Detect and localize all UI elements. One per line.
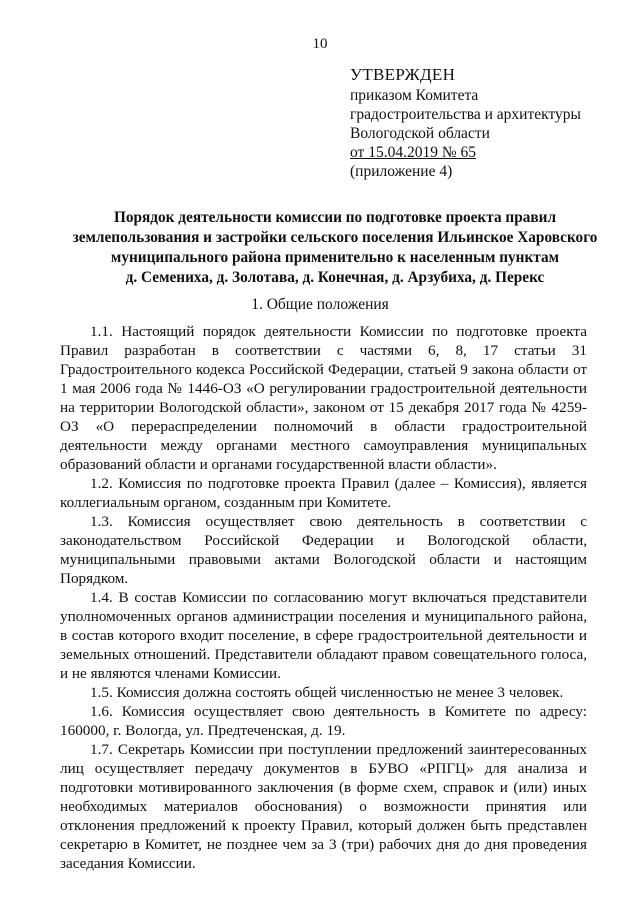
approval-date: от 15.04.2019 № 65 bbox=[350, 144, 476, 161]
page-number: 10 bbox=[312, 36, 328, 52]
paragraph-1-6: 1.6. Комиссия осуществляет свою деятельность в Комитете по адресу: 160000, г. Вологда, ул. Предтеченская, д. 19. bbox=[60, 703, 587, 739]
section-heading: 1. Общие положения bbox=[251, 296, 389, 313]
paragraph-1-1: 1.1. Настоящий порядок деятельности Комиссии по подготовке проекта Правил разработан в соответствии с частями 6, 8, 17 статьи 31 Градостроительного кодекса Российской Федерации, статьей 9 закона области от 1 мая 2006 года № 1446-ОЗ «О регулировании градостроительной деятельности на территории Вологодской области», законом от 15 декабря 2017 года № 4259-ОЗ «О перераспределении полномочий в области градостроительной деятельности между органами местного самоуправления муниципальных образований области и органами государственной власти области». bbox=[60, 323, 587, 473]
approval-line-order: приказом Комитета bbox=[350, 87, 479, 104]
paragraph-1-5: 1.5. Комиссия должна состоять общей численностью не менее 3 человек. bbox=[90, 684, 564, 701]
approval-line-committee: градостроительства и архитектуры bbox=[350, 106, 581, 123]
paragraph-1-4: 1.4. В состав Комиссии по согласованию могут включаться представители уполномоченных органов администрации поселения и муниципального района, в состав которого входит поселение, в сфере градостроительной деятельности и земельных отношений. Представители обладают правом совещательного голоса, и не являются членами Комиссии. bbox=[60, 589, 587, 682]
title-line: Порядок деятельности комиссии по подготовке проекта правил bbox=[113, 209, 557, 226]
paragraph-1-3: 1.3. Комиссия осуществляет свою деятельность в соответствии с законодательством Российской Федерации и Вологодской области, муниципальными правовыми актами Вологодской области и настоящим Порядком. bbox=[60, 513, 587, 587]
paragraph-1-2: 1.2. Комиссия по подготовке проекта Правил (далее – Комиссия), является коллегиальным органом, созданным при Комитете. bbox=[60, 475, 587, 511]
document-title bbox=[50, 208, 620, 288]
paragraph-1-7: 1.7. Секретарь Комиссии при поступлении предложений заинтересованных лиц осуществляет передачу документов в БУВО «РПГЦ» для анализа и подготовки мотивированного заключения (в форме схем, справок и (или) иных необходимых материалов обоснования) о возможности принятия или отклонения предложений к проекту Правил, который должен быть представлен секретарю в Комитет, не позднее чем за 3 (три) рабочих дня до дня проведения заседания Комиссии. bbox=[60, 741, 587, 872]
approval-title: УТВЕРЖДЕН bbox=[350, 65, 456, 84]
title-line: муниципального района применительно к населенным пунктам bbox=[110, 249, 560, 266]
approval-annex: (приложение 4) bbox=[350, 163, 453, 180]
document-body bbox=[60, 322, 587, 873]
approval-stamp-block bbox=[350, 64, 581, 181]
title-line: д. Семениха, д. Золотава, д. Конечная, д. Арзубиха, д. Перекс bbox=[125, 269, 545, 286]
title-line: землепользования и застройки сельского поселения Ильинское Харовского bbox=[72, 229, 598, 246]
approval-line-region: Вологодской области bbox=[350, 125, 490, 142]
